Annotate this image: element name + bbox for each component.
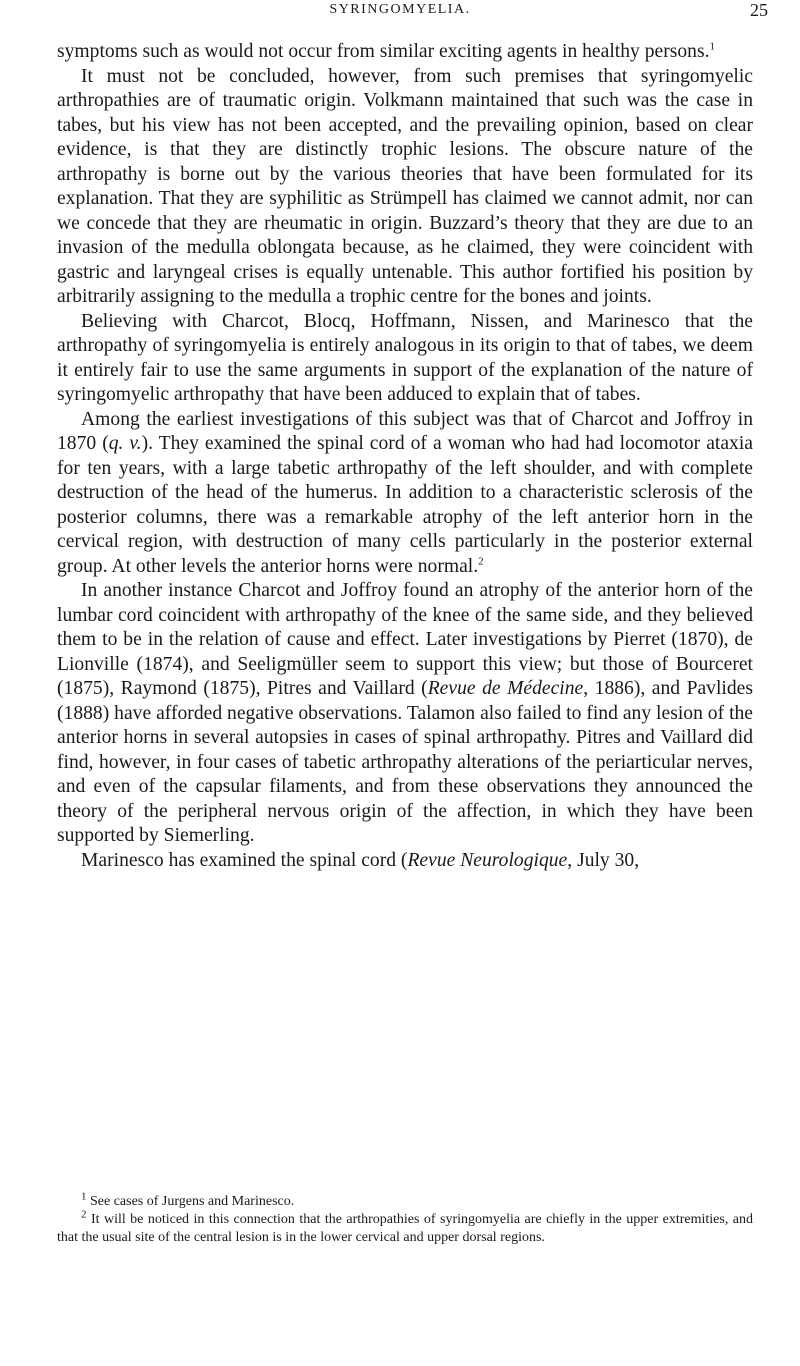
qv-abbreviation: q. v. (108, 433, 142, 454)
body-text (57, 40, 753, 873)
paragraph-6: Marinesco has examined the spinal cord (Revue Neurologique, July 30, (81, 849, 640, 871)
journal-title: Revue de Médecine (427, 678, 584, 699)
footnote-2: $^2$ It will be noticed in this connection that the arthropathies of syringomyelia are chiefly in the upper extremities, and that the usual site of the central lesion is in the lower cervical and upper dorsal regions. (57, 1208, 753, 1245)
page-header (0, 2, 800, 22)
running-head: SYRINGOMYELIA. (329, 2, 471, 17)
footnote-mark: 2 (81, 1208, 87, 1221)
footnotes (57, 1190, 753, 1247)
paragraph-3: Believing with Charcot, Blocq, Hoffmann, Nissen, and Marinesco that the arthropathy of syringomyelia is entirely analogous in its origin to that of tabes, we deem it entirely fair to use the same arguments in support of the explanation of the nature of syringomyelic arthropathy that have been adduced to explain that of tabes. (57, 310, 753, 405)
paragraph-4: Among the earliest investigations of this subject was that of Charcot and Joffroy in 1870 (q. v.). They examined the spinal cord of a woman who had had locomotor ataxia for ten years, with a large tabetic arthropathy of the left shoulder, and with complete destruction of the head of the humerus. In addition to a characteristic sclerosis of the posterior columns, there was a remarkable atrophy of the left anterior horn in the cervical region, with destruction of many cells particularly in the posterior external group. At other levels the anterior horns were normal.$^2$ (57, 408, 753, 577)
footnote-1: $^1$ See cases of Jurgens and Marinesco. (81, 1190, 295, 1209)
footnote-mark: 1 (81, 1190, 87, 1203)
paragraph-5: In another instance Charcot and Joffroy found an atrophy of the anterior horn of the lumbar cord coincident with arthropathy of the knee of the same side, and they believed them to be in the relation of cause and effect. Later investigations by Pierret (1870), de Lionville (1874), and Seeligmüller seem to support this view; but those of Bourceret (1875), Raymond (1875), Pitres and Vaillard (Revue de Médecine, 1886), and Pavlides (1888) have afforded negative observations. Talamon also failed to find any lesion of the anterior horns in several autopsies in cases of spinal arthropathy. Pitres and Vaillard did find, however, in four cases of tabetic arthropathy alterations of the periarticular nerves, and even of the capsular filaments, and from these observations they announced the theory of the peripheral nervous origin of the affection, in which they have been supported by Siemerling. (57, 580, 753, 846)
paragraph-2: It must not be concluded, however, from such premises that syringomyelic arthropathies are of traumatic origin. Volkmann maintained that such was the case in tabes, but his view has not been accepted, and the prevailing opinion, based on clear evidence, is that they are distinctly trophic lesions. The obscure nature of the arthropathy is borne out by the various theories that have been formulated for its explanation. That they are syphilitic as Strümpell has claimed we cannot admit, nor can we concede that they are rheumatic in origin. Buzzard’s theory that they are due to an invasion of the medulla oblongata because, as he claimed, they were coincident with gastric and laryngeal crises is equally untenable. This author fortified his position by arbitrarily assigning to the medulla a trophic centre for the bones and joints. (57, 65, 753, 307)
journal-title: Revue Neurologique (407, 849, 568, 871)
footnote-ref-1: 1 (709, 40, 715, 53)
page-number: 25 (750, 0, 768, 20)
footnote-ref-2: 2 (478, 554, 484, 567)
paragraph-1: symptoms such as would not occur from similar exciting agents in healthy persons.$^1$ (57, 40, 715, 62)
